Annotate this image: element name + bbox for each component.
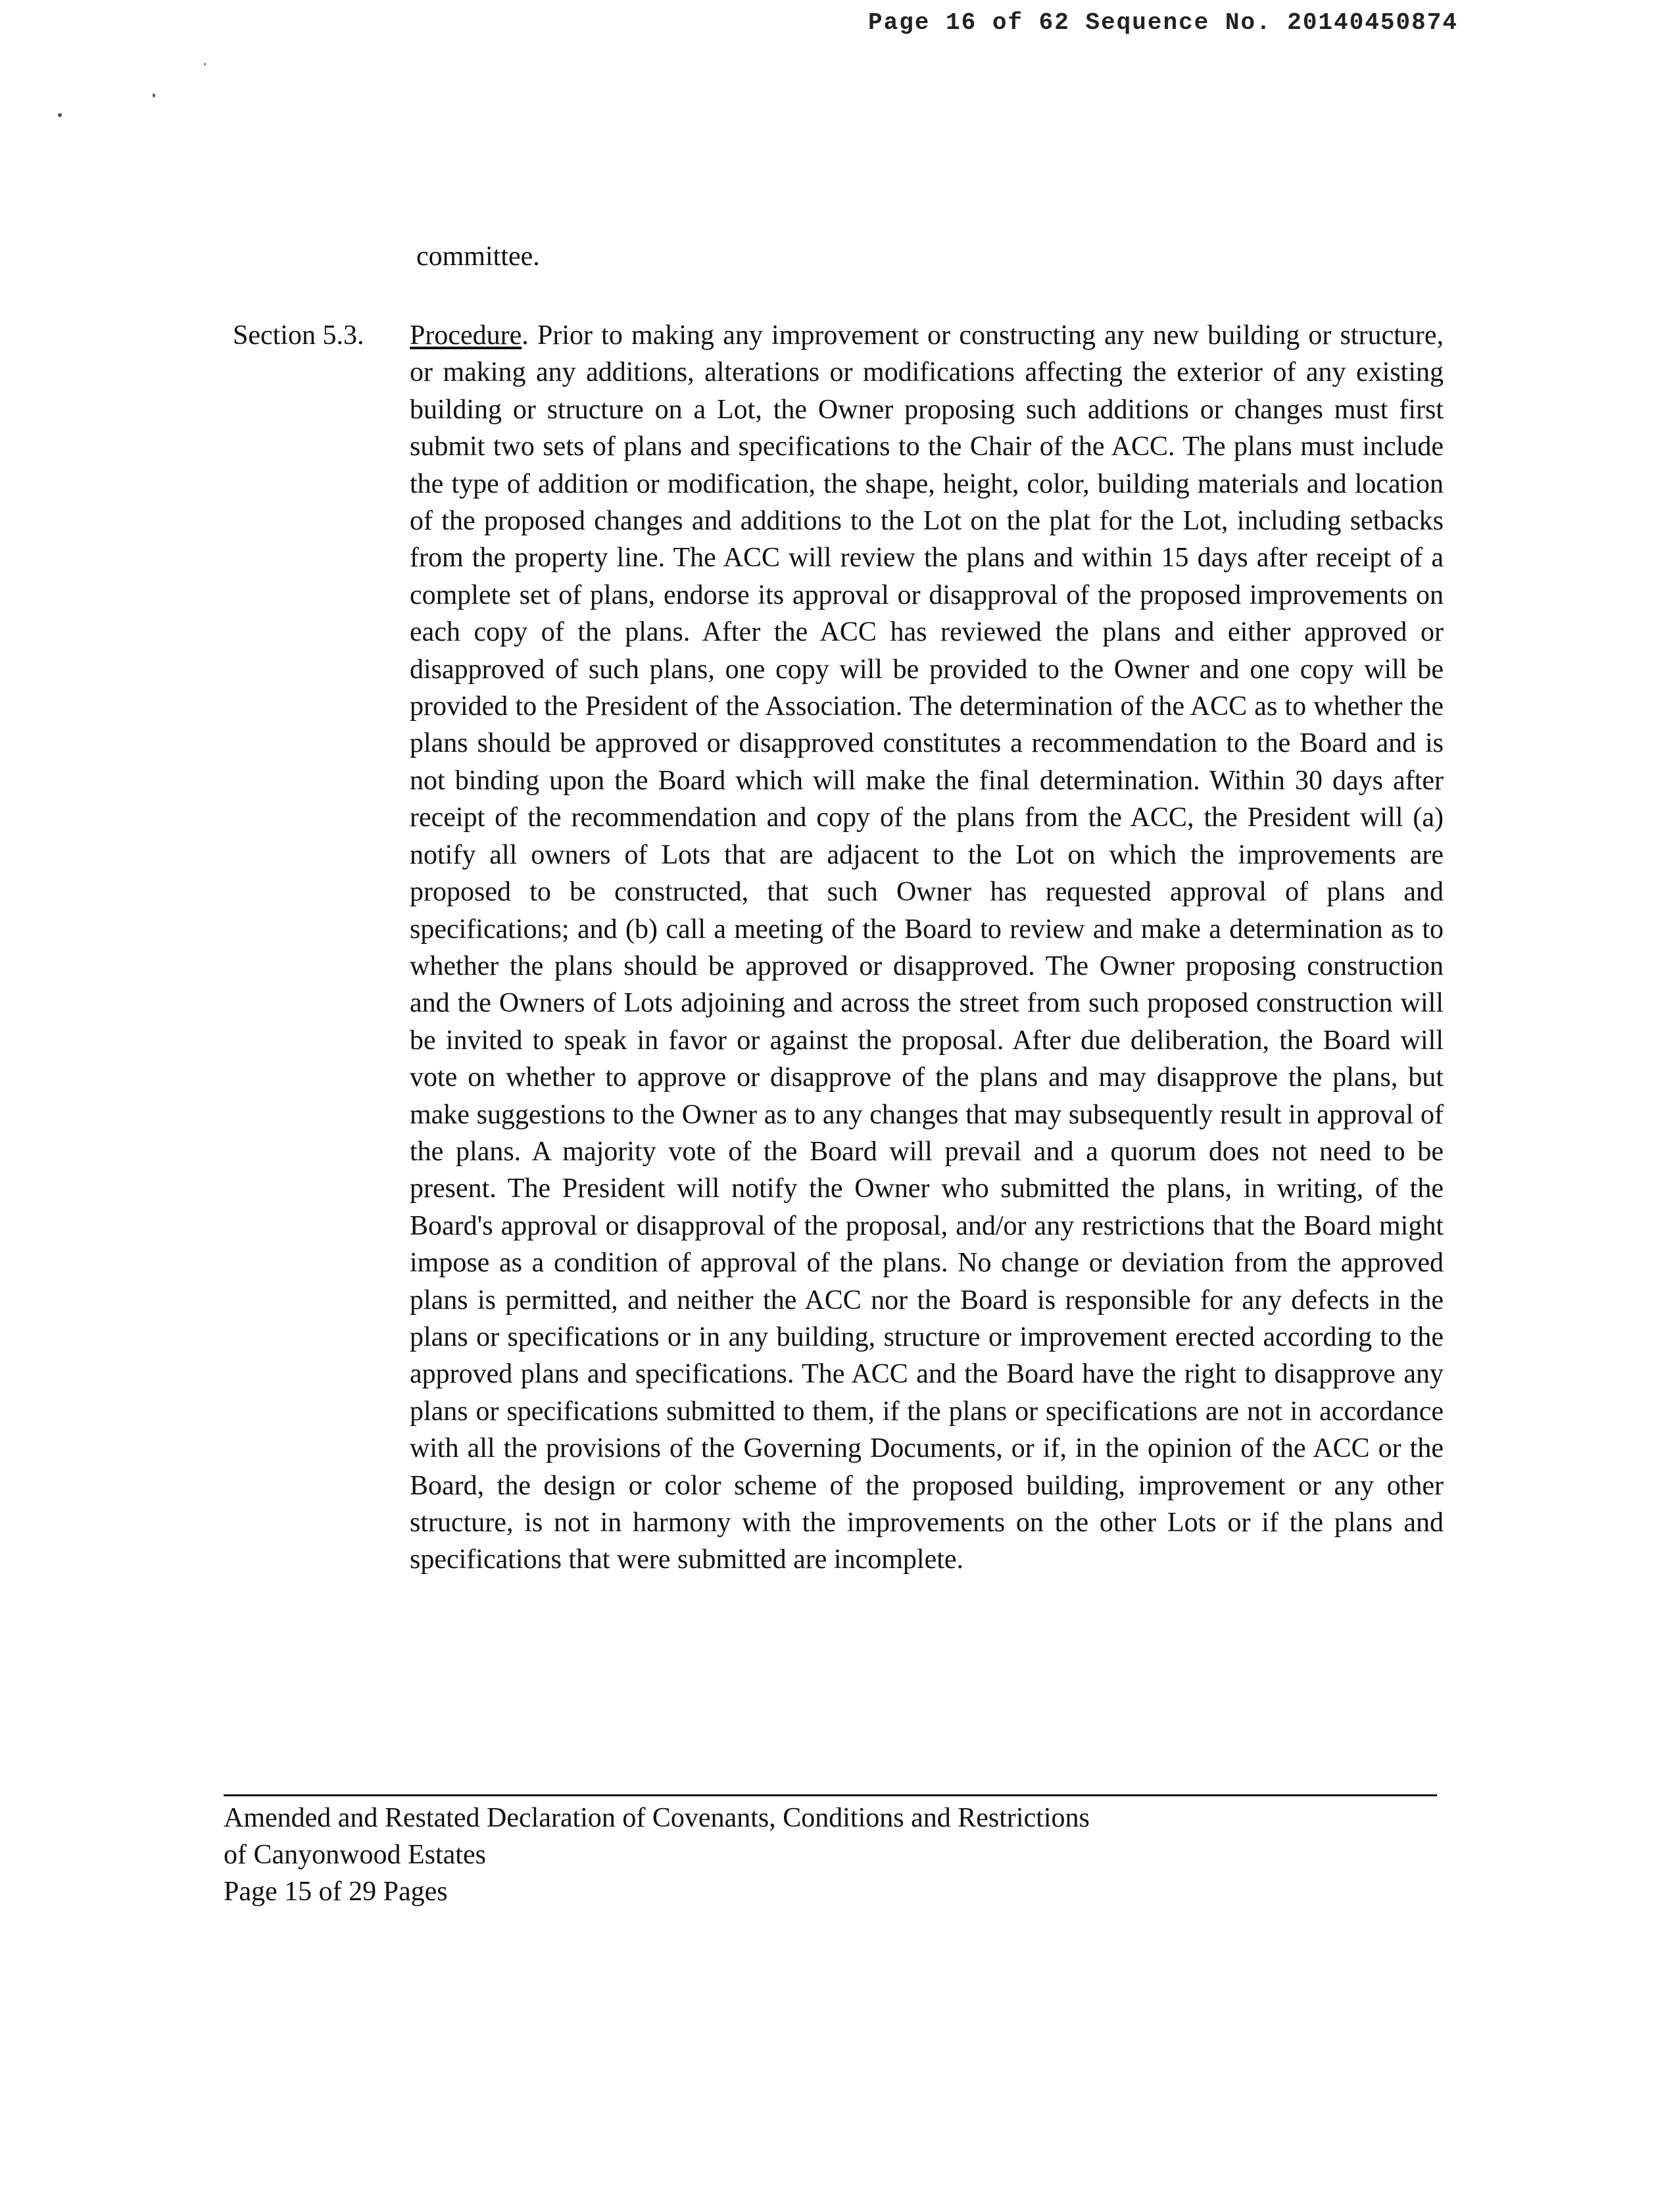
scan-speck (153, 93, 155, 97)
carryover-text: committee. (416, 241, 540, 272)
footer (224, 1800, 1090, 1910)
footer-document-subtitle: of Canyonwood Estates (224, 1840, 486, 1870)
page-sequence-header: Page 16 of 62 Sequence No. 20140450874 (868, 9, 1458, 36)
footer-document-title: Amended and Restated Declaration of Covenants, Conditions and Restrictions (224, 1803, 1090, 1833)
section-title-period: . (522, 320, 529, 351)
footer-divider (224, 1794, 1437, 1796)
scan-speck (204, 63, 206, 65)
scan-speck (58, 113, 62, 117)
section-number: Section 5.3. (233, 320, 364, 351)
section-paragraph: Prior to making any improvement or constructing any new building or structure, or making any additions, alterations or modifications affecting the exterior of any existing building or structure on a Lot, the Owner proposing such additions or changes must first submit two sets of plans and specifications to the Chair of the ACC. The plans must include the type of addition or modification, the shape, height, color, building materials and location of the proposed changes and additions to the Lot on the plat for the Lot, including setbacks from the property line. The ACC will review the plans and within 15 days after receipt of a complete set of plans, endorse its approval or disapproval of the proposed improvements on each copy of the plans. After the ACC has reviewed the plans and either approved or disapproved of such plans, one copy will be provided to the Owner and one copy will be provided to the President of the Association. The determination of the ACC as to whether the plans should be approved or disapproved constitutes a recommendation to the Board and is not binding upon the Board which will make the final determination. Within 30 days after receipt of the recommendation and copy of the plans from the ACC, the President will (a) notify all owners of Lots that are adjacent to the Lot on which the improvements are proposed to be constructed, that such Owner has requested approval of plans and specifications; and (b) call a meeting of the Board to review and make a determination as to whether the plans should be approved or disapproved. The Owner proposing construction and the Owners of Lots adjoining and across the street from such proposed construction will be invited to speak in favor or against the proposal. After due deliberation, the Board will vote on whether to approve or disapprove of the plans and may disapprove the plans, but make suggestions to the Owner as to any changes that may subsequently result in approval of the plans. A majority vote of the Board will prevail and a quorum does not need to be present. The President will notify the Owner who submitted the plans, in writing, of the Board's approval or disapproval of the proposal, and/or any restrictions that the Board might impose as a condition of approval of the plans. No change or deviation from the approved plans is permitted, and neither the ACC nor the Board is responsible for any defects in the plans or specifications or in any building, structure or improvement erected according to the approved plans and specifications. The ACC and the Board have the right to disapprove any plans or specifications submitted to them, if the plans or specifications are not in accordance with all the provisions of the Governing Documents, or if, in the opinion of the ACC or the Board, the design or color scheme of the proposed building, improvement or any other structure, is not in harmony with the improvements on the other Lots or if the plans and specifications that were submitted are incomplete. (410, 320, 1444, 1575)
section-title: Procedure (410, 320, 522, 351)
section-body (410, 317, 1444, 1579)
footer-page-number: Page 15 of 29 Pages (224, 1877, 448, 1907)
